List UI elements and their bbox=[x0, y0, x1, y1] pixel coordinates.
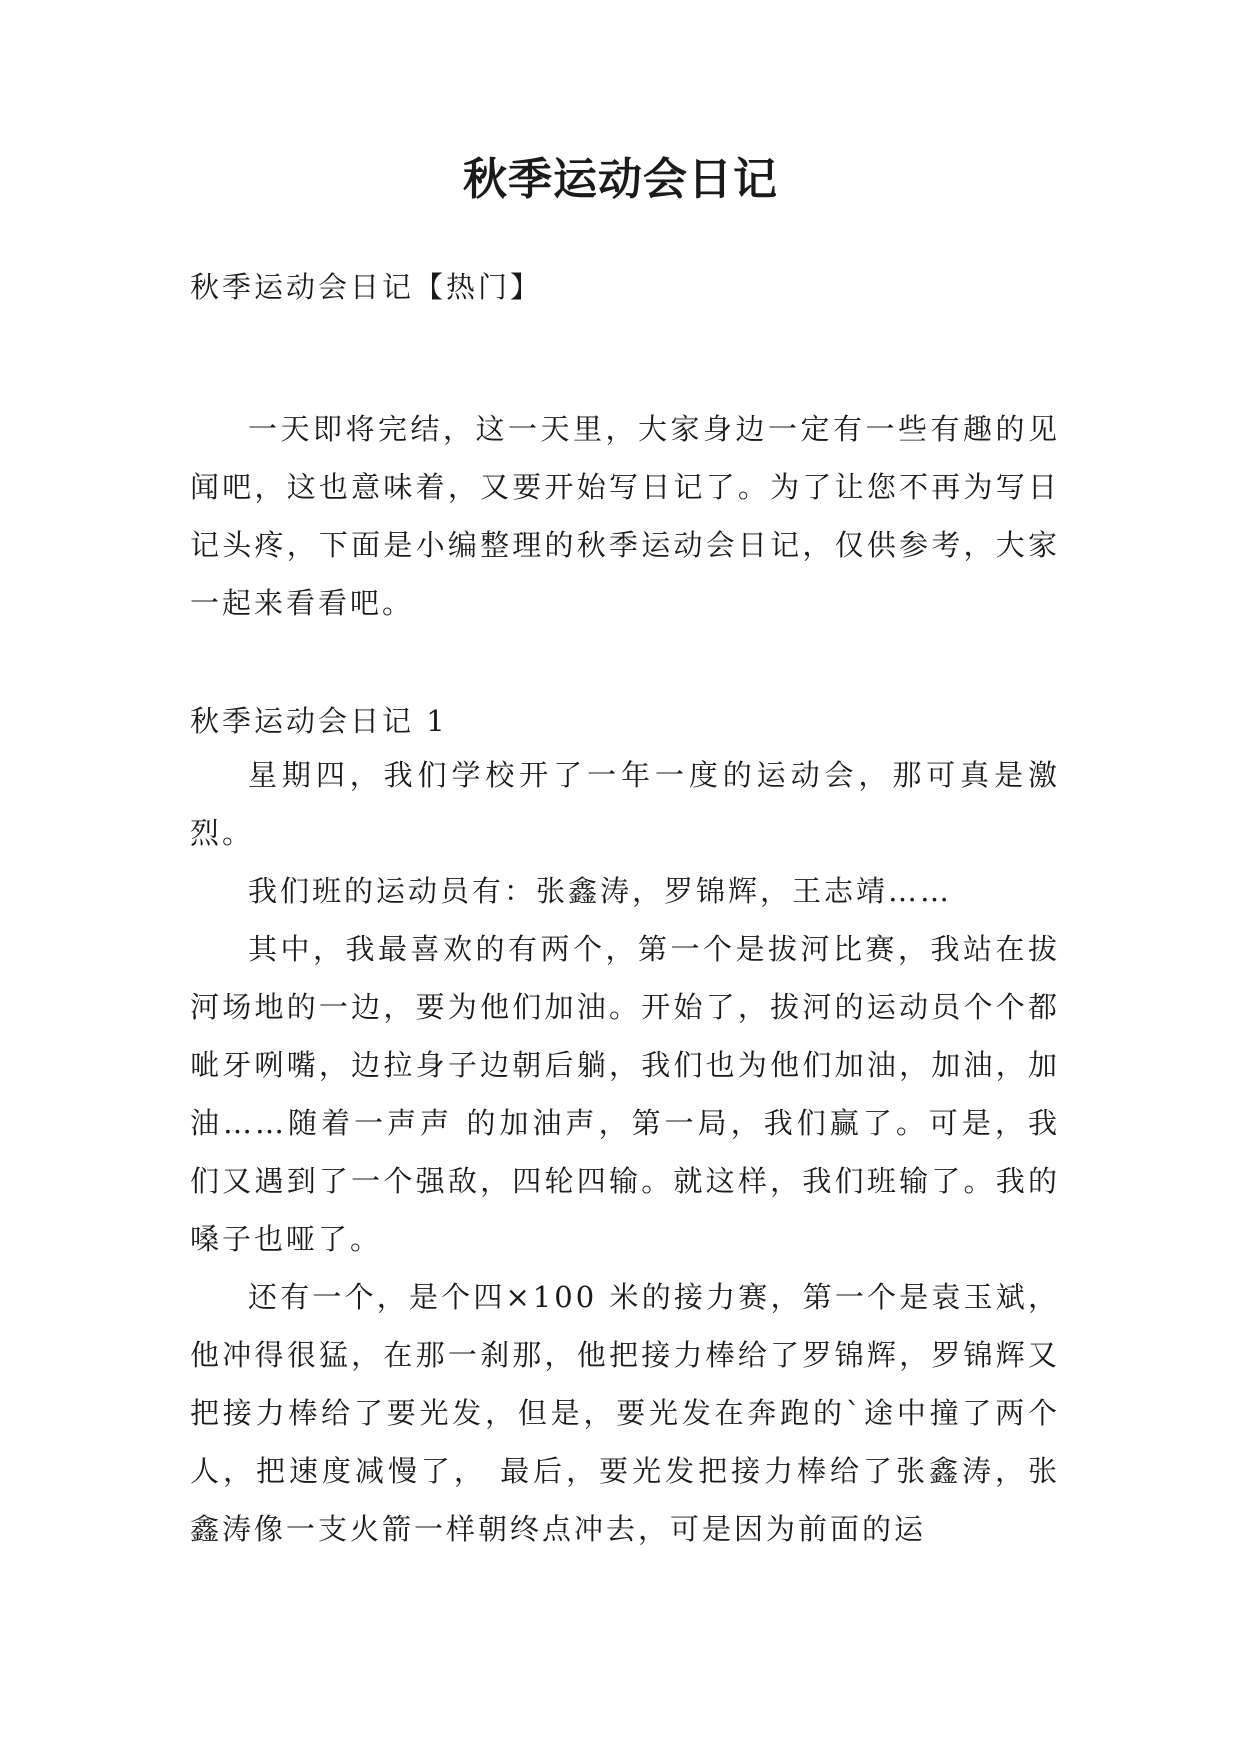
body-paragraph: 星期四，我们学校开了一年一度的运动会，那可真是激烈。 bbox=[190, 758, 1060, 850]
section-heading: 秋季运动会日记 1 bbox=[190, 704, 448, 738]
diary-body bbox=[190, 746, 1060, 1558]
document-title: 秋季运动会日记 bbox=[463, 154, 778, 205]
document-subtitle: 秋季运动会日记【热门】 bbox=[190, 270, 543, 304]
intro-paragraph: 一天即将完结，这一天里，大家身边一定有一些有趣的见闻吧，这也意味着，又要开始写日记了。为了让您不再为写日记头疼，下面是小编整理的秋季运动会日记，仅供参考，大家一起来看看吧。 bbox=[190, 412, 1060, 620]
body-paragraph: 其中，我最喜欢的有两个，第一个是拔河比赛，我站在拔河场地的一边，要为他们加油。开始了，拔河的运动员个个都呲牙咧嘴，边拉身子边朝后躺，我们也为他们加油，加油，加油……随着一声声 的加油声，第一局，我们赢了。可是，我们又遇到了一个强敌，四轮四输。就这样，我们班输了。我的嗓子也哑了。 bbox=[190, 932, 1060, 1256]
intro-section bbox=[190, 400, 1060, 632]
body-paragraph: 还有一个，是个四×100 米的接力赛，第一个是袁玉斌，他冲得很猛，在那一刹那，他把接力棒给了罗锦辉，罗锦辉又把接力棒给了要光发，但是，要光发在奔跑的`途中撞了两个人，把速度减慢了， 最后，要光发把接力棒给了张鑫涛，张鑫涛像一支火箭一样朝终点冲去，可是因为前面的运 bbox=[190, 1280, 1060, 1546]
body-paragraph: 我们班的运动员有：张鑫涛，罗锦辉，王志靖…… bbox=[248, 874, 953, 908]
